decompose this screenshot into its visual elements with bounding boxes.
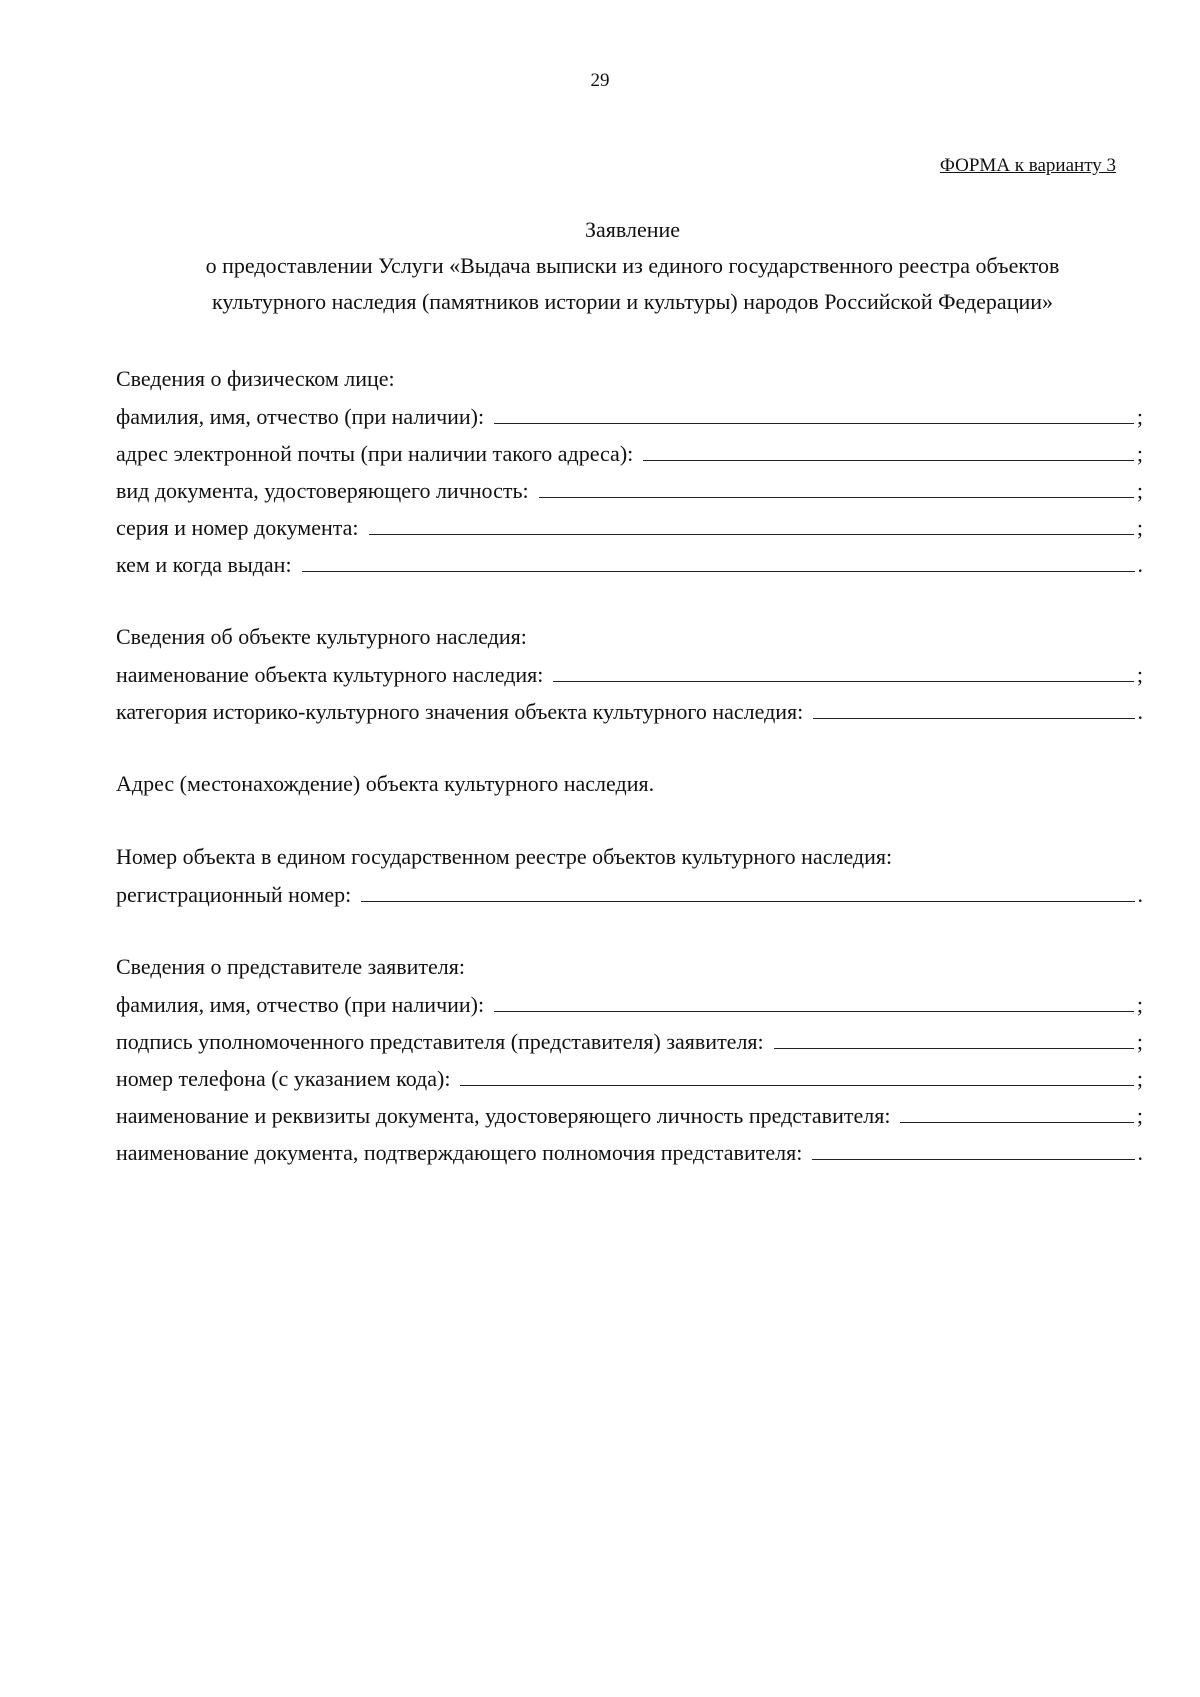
email-input[interactable]	[643, 434, 1134, 461]
field-representative-id-document	[116, 1096, 1143, 1133]
field-document-number	[116, 508, 1143, 545]
field-label: наименование и реквизиты документа, удостоверяющего личность представителя:	[116, 1103, 891, 1128]
section-heading-representative: Сведения о представителе заявителя:	[116, 954, 465, 979]
authority-document-input[interactable]	[812, 1133, 1134, 1160]
field-phone-number	[116, 1059, 1143, 1096]
section-representative	[116, 948, 1143, 1170]
field-label: вид документа, удостоверяющего личность:	[116, 478, 529, 503]
field-label: фамилия, имя, отчество (при наличии):	[116, 404, 485, 429]
object-category-input[interactable]	[813, 692, 1134, 719]
page-number: 29	[590, 70, 610, 91]
field-terminator: ;	[1136, 404, 1143, 429]
field-label: наименование документа, подтверждающего полномочия представителя:	[116, 1140, 803, 1165]
section-heritage-object	[116, 618, 1143, 729]
section-individual	[116, 360, 1143, 582]
object-name-input[interactable]	[553, 655, 1133, 682]
field-registration-number	[116, 875, 1143, 912]
field-terminator: ;	[1136, 1029, 1143, 1054]
section-heading-registry: Номер объекта в едином государственном реестре объектов культурного наследия:	[116, 844, 893, 869]
field-label: категория историко-культурного значения объекта культурного наследия:	[116, 699, 804, 724]
field-terminator: .	[1137, 882, 1143, 907]
field-terminator: .	[1137, 1140, 1143, 1165]
field-representative-signature	[116, 1022, 1143, 1059]
field-label: адрес электронной почты (при наличии такого адреса):	[116, 441, 634, 466]
document-title: Заявление	[584, 217, 681, 242]
field-terminator: ;	[1136, 662, 1143, 687]
object-address-line: Адрес (местонахождение) объекта культурного наследия.	[116, 771, 655, 796]
document-subtitle: о предоставлении Услуги «Выдача выписки из единого государственного реестра объектов культурного наследия (памятников истории и культуры) народов Российской Федерации»	[205, 253, 1060, 314]
field-label: кем и когда выдан:	[116, 552, 292, 577]
field-id-document-type	[116, 471, 1143, 508]
registration-number-input[interactable]	[361, 875, 1134, 902]
field-terminator: ;	[1136, 1103, 1143, 1128]
field-terminator: ;	[1136, 992, 1143, 1017]
field-email	[116, 434, 1143, 471]
full-name-input[interactable]	[494, 397, 1134, 424]
section-registry	[116, 838, 1143, 912]
id-document-type-input[interactable]	[539, 471, 1134, 498]
section-address	[116, 765, 1143, 802]
phone-number-input[interactable]	[460, 1059, 1133, 1086]
field-object-category	[116, 692, 1143, 729]
field-terminator: .	[1137, 552, 1143, 577]
field-label: серия и номер документа:	[116, 515, 359, 540]
field-issued-by	[116, 545, 1143, 582]
field-label: подпись уполномоченного представителя (представителя) заявителя:	[116, 1029, 764, 1054]
field-label: фамилия, имя, отчество (при наличии):	[116, 992, 485, 1017]
field-label: номер телефона (с указанием кода):	[116, 1066, 451, 1091]
field-label: наименование объекта культурного наследия:	[116, 662, 544, 687]
field-terminator: ;	[1136, 441, 1143, 466]
field-label: регистрационный номер:	[116, 882, 352, 907]
document-number-input[interactable]	[369, 508, 1134, 535]
representative-signature-input[interactable]	[774, 1022, 1134, 1049]
section-heading-heritage-object: Сведения об объекте культурного наследия:	[116, 624, 527, 649]
field-terminator: .	[1137, 699, 1143, 724]
field-full-name	[116, 397, 1143, 434]
form-body	[116, 360, 1143, 1206]
field-terminator: ;	[1136, 478, 1143, 503]
field-authority-document	[116, 1133, 1143, 1170]
field-terminator: ;	[1136, 1066, 1143, 1091]
representative-name-input[interactable]	[494, 985, 1134, 1012]
form-reference: ФОРМА к варианту 3	[939, 155, 1116, 176]
field-representative-name	[116, 985, 1143, 1022]
representative-id-document-input[interactable]	[900, 1096, 1133, 1123]
field-object-name	[116, 655, 1143, 692]
field-terminator: ;	[1136, 515, 1143, 540]
section-heading-individual: Сведения о физическом лице:	[116, 366, 395, 391]
issued-by-input[interactable]	[302, 545, 1135, 572]
